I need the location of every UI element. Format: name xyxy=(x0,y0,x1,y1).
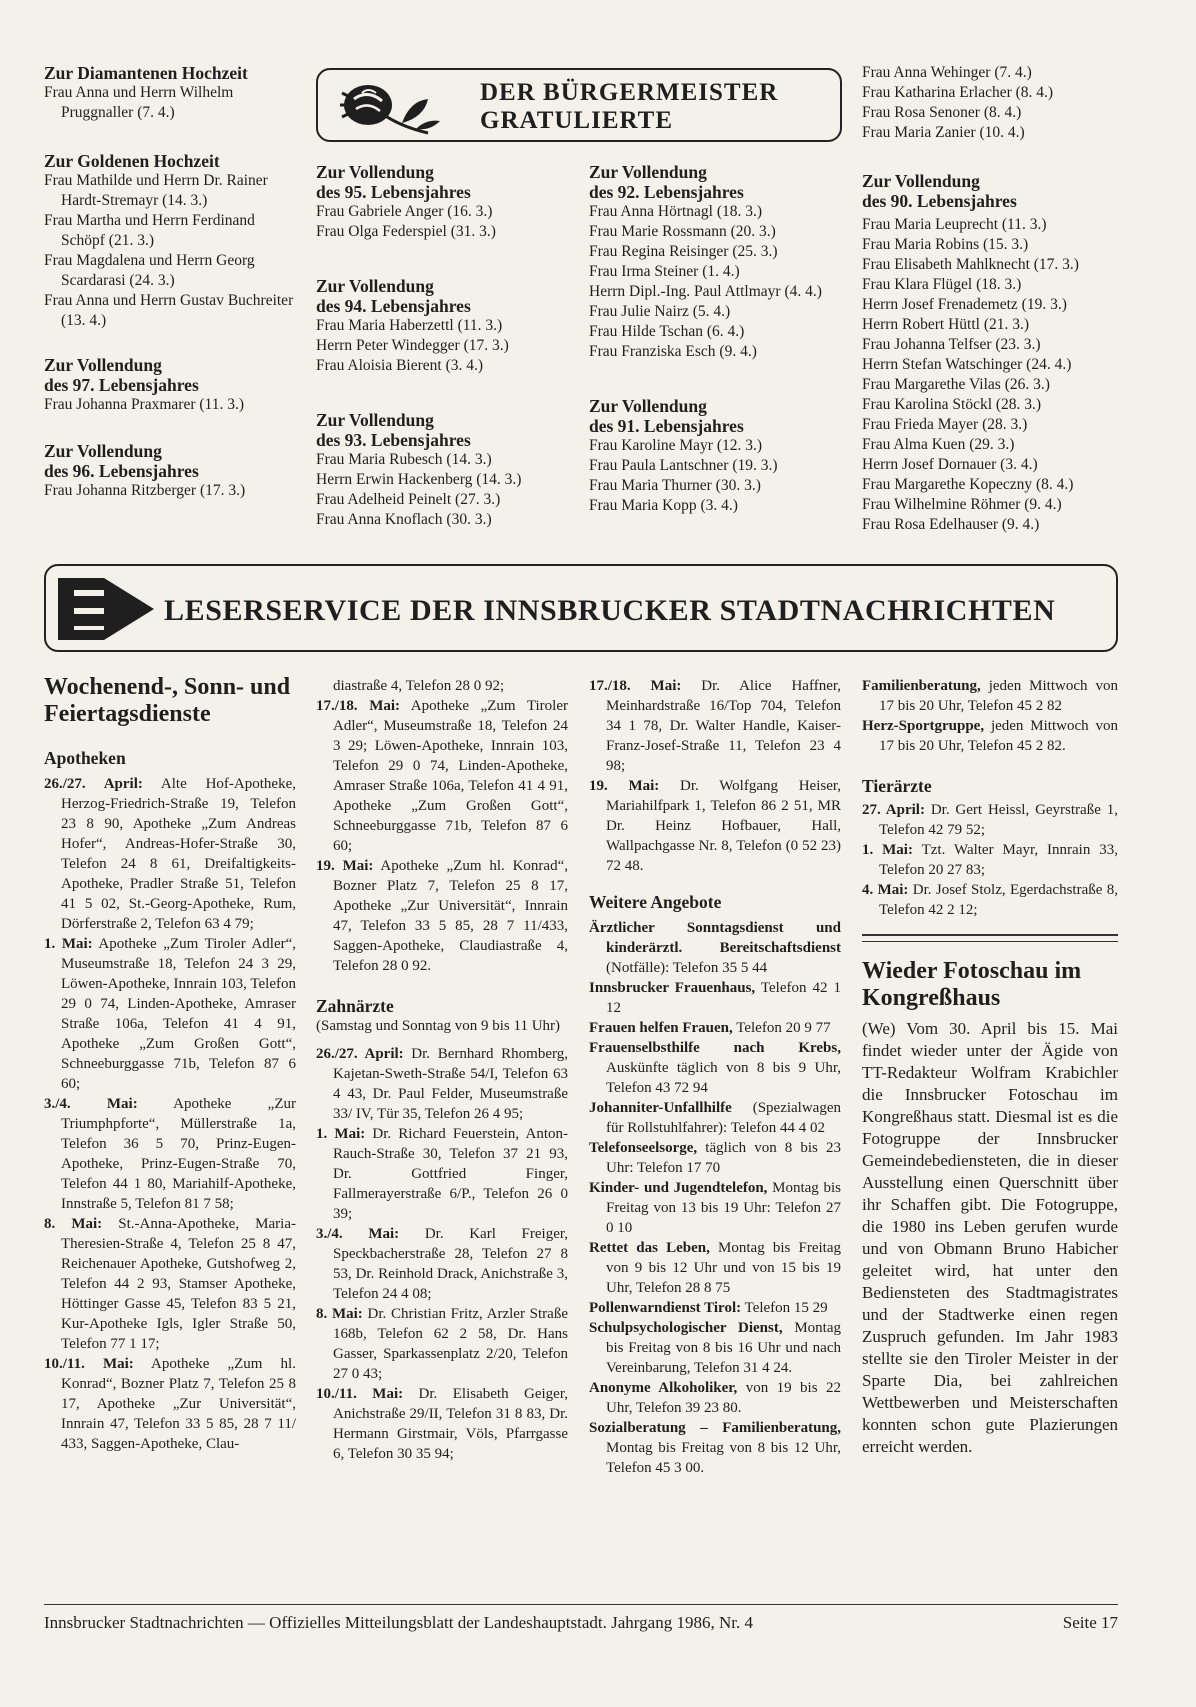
list-item: Herrn Stefan Watschinger (24. 4.) xyxy=(862,356,1072,373)
list-item: Telefonseelsorge, täglich von 8 bis 23 Uhr: Telefon 17 70 xyxy=(589,1140,841,1176)
banner-title-line-2: GRATULIERTE xyxy=(480,107,674,134)
list-item: Frau Gabriele Anger (16. 3.) xyxy=(316,203,493,220)
list-item: Frau Martha und Herrn Ferdinand Schöpf (21. 3.) xyxy=(44,212,255,249)
section-heading: Zur Vollendung xyxy=(589,162,707,182)
section-heading: des 97. Lebensjahres xyxy=(44,375,199,395)
section-heading: des 93. Lebensjahres xyxy=(316,430,471,450)
page-title: Wochenend-, Sonn- und Feiertagsdienste xyxy=(44,674,291,727)
list-item: 8. Mai: Dr. Christian Fritz, Arzler Straße 168b, Telefon 62 2 58, Dr. Hans Gasser, Sparkassenplatz 2/20, Telefon 27 0 43; xyxy=(316,1306,568,1382)
section-heading: Zur Vollendung xyxy=(862,171,980,191)
list-item: Frau Anna Hörtnagl (18. 3.) xyxy=(589,203,763,220)
section-heading: Zur Vollendung xyxy=(44,441,162,461)
list-item: Frau Olga Federspiel (31. 3.) xyxy=(316,223,496,240)
list-item: 17./18. Mai: Dr. Alice Haffner, Meinhardstraße 16/Top 704, Telefon 34 1 78, Dr. Walter Handle, Kaiser-Franz-Josef-Straße 11, Telefon 23 4 98; xyxy=(589,678,841,774)
list-item: Frau Karolina Stöckl (28. 3.) xyxy=(862,396,1042,413)
list-item: Innsbrucker Frauenhaus, Telefon 42 1 12 xyxy=(589,980,841,1016)
list-item: 1. Mai: Tzt. Walter Mayr, Innrain 33, Telefon 20 27 83; xyxy=(862,842,1118,878)
list-item: 26./27. April: Alte Hof-Apotheke, Herzog-Friedrich-Straße 19, Telefon 23 8 90, Apotheke „Zum Andreas Hofer“, Andreas-Hofer-Straße 30, Telefon 24 8 61, Dreifaltigkeits-Apotheke, Pradler Straße 51, Telefon 41 5 02, St.-Georg-Apotheke, Rum, Dörferstraße 2, Telefon 63 4 79; xyxy=(44,776,296,932)
list-item: Frau Karoline Mayr (12. 3.) xyxy=(589,437,763,454)
list-item: Frau Rosa Edelhauser (9. 4.) xyxy=(862,516,1040,533)
list-item: Frau Maria Thurner (30. 3.) xyxy=(589,477,761,494)
section-heading: Zur Vollendung xyxy=(589,396,707,416)
list-item: Schulpsychologischer Dienst, Montag bis Freitag von 8 bis 16 Uhr und nach Vereinbarung, Telefon 31 4 24. xyxy=(589,1320,841,1376)
list-item: Kinder- und Jugendtelefon, Montag bis Freitag von 13 bis 19 Uhr: Telefon 27 0 10 xyxy=(589,1180,841,1236)
list-item: Sozialberatung – Familienberatung, Montag bis Freitag von 8 bis 12 Uhr, Telefon 45 3 00. xyxy=(589,1420,841,1476)
list-item: Frau Wilhelmine Röhmer (9. 4.) xyxy=(862,496,1062,513)
list-item: Frau Maria Rubesch (14. 3.) xyxy=(316,451,492,468)
section-heading: Apotheken xyxy=(44,748,126,768)
section-heading: des 94. Lebensjahres xyxy=(316,296,471,316)
banner-title xyxy=(480,79,778,135)
service-column-4 xyxy=(862,676,1118,1458)
list-item: Familienberatung, jeden Mittwoch von 17 bis 20 Uhr, Telefon 45 2 82 xyxy=(862,678,1118,714)
section-heading: Zur Vollendung xyxy=(316,162,434,182)
list-item: Frau Maria Robins (15. 3.) xyxy=(862,236,1029,253)
list-item: Frau Elisabeth Mahlknecht (17. 3.) xyxy=(862,256,1079,273)
list-item: Frau Regina Reisinger (25. 3.) xyxy=(589,243,778,260)
service-column-2 xyxy=(316,676,568,1464)
page-number: Seite 17 xyxy=(1062,1613,1118,1632)
list-item: Frau Johanna Telfser (23. 3.) xyxy=(862,336,1041,353)
section-heading: des 96. Lebensjahres xyxy=(44,461,199,481)
section-heading: des 91. Lebensjahres xyxy=(589,416,744,436)
service-column-1 xyxy=(44,674,296,1454)
section-heading: Zur Vollendung xyxy=(316,276,434,296)
list-item: Frau Maria Leuprecht (11. 3.) xyxy=(862,216,1047,233)
list-item: Johanniter-Unfallhilfe (Spezialwagen für Rollstuhlfahrer): Telefon 44 4 02 xyxy=(589,1100,841,1136)
list-item: Frau Franziska Esch (9. 4.) xyxy=(589,343,757,360)
list-item: Frau Maria Kopp (3. 4.) xyxy=(589,497,738,514)
article-title: Wieder Fotoschau im Kongreßhaus xyxy=(862,958,1082,1011)
list-item: Frau Frieda Mayer (28. 3.) xyxy=(862,416,1028,433)
list-item: Frau Irma Steiner (1. 4.) xyxy=(589,263,740,280)
section-heading: Zur Diamantenen Hochzeit xyxy=(44,63,248,83)
banner-title-line-1: DER BÜRGERMEISTER xyxy=(480,79,779,106)
list-item: Herrn Dipl.-Ing. Paul Attlmayr (4. 4.) xyxy=(589,283,822,300)
list-item: Frau Maria Haberzettl (11. 3.) xyxy=(316,317,503,334)
list-item: Frau Margarethe Vilas (26. 3.) xyxy=(862,376,1050,393)
page-footer xyxy=(44,1604,1118,1632)
congrats-column-3 xyxy=(589,162,841,516)
list-item: Frau Johanna Praxmarer (11. 3.) xyxy=(44,396,245,413)
list-item: Frau Johanna Ritzberger (17. 3.) xyxy=(44,482,246,499)
list-item: Frau Adelheid Peinelt (27. 3.) xyxy=(316,491,501,508)
list-item: Frau Paula Lantschner (19. 3.) xyxy=(589,457,778,474)
section-heading: Zahnärzte xyxy=(316,996,394,1016)
congrats-column-1 xyxy=(44,63,296,501)
section-heading: des 92. Lebensjahres xyxy=(589,182,744,202)
list-item: Pollenwarndienst Tirol: Telefon 15 29 xyxy=(589,1300,828,1316)
list-item: 17./18. Mai: Apotheke „Zum Tiroler Adler“, Museumstraße 18, Telefon 24 3 29; Löwen-Apotheke, Innrain 103, Telefon 29 0 74, Linden-Apotheke, Amraser Straße 106a, Telefon 41 4 91, Apotheke „Zum Großen Gott“, Schneeburggasse 71b, Telefon 87 6 60; xyxy=(316,698,568,854)
list-item: Frau Aloisia Bierent (3. 4.) xyxy=(316,357,484,374)
list-item: 8. Mai: St.-Anna-Apotheke, Maria-Theresien-Straße 4, Telefon 25 8 47, Reichenauer Apotheke, Gutshofweg 2, Telefon 44 2 93, Stamser Apotheke, Höttinger Gasse 45, Telefon 83 5 21, Kur-Apotheke Igls, Igler Straße 50, Telefon 77 1 17; xyxy=(44,1216,296,1352)
list-item: Herrn Robert Hüttl (21. 3.) xyxy=(862,316,1030,333)
section-heading: Weitere Angebote xyxy=(589,892,722,912)
article-body: (We) Vom 30. April bis 15. Mai findet wieder unter der Ägide von TT-Redakteur Wolfram Krabichler die Innsbrucker Fotoschau im Kongreßhaus statt. Diesmal ist es die Fotogruppe der Innsbrucker Gemeindebediensteten, die in dieser Ausstellung einen Querschnitt über ihr Schaffen gibt. Die Fotogruppe, die 1980 ins Leben gerufen wurde und von Obmann Bruno Habicher geleitet wird, hat unter den Bediensteten des Stadtmagistrates und der Stadtwerke einen regen Zuspruch gefunden. Im Jahr 1983 stellte sie den Tiroler Meister in der Sparte Dia, bei zahlreichen Wettbewerben und Meisterschaften konnten schon gute Plazierungen erreicht werden. xyxy=(862,1019,1118,1456)
list-item: Frau Maria Zanier (10. 4.) xyxy=(862,124,1025,141)
list-item: 3./4. Mai: Apotheke „Zur Triumphpforte“, Müllerstraße 1a, Telefon 36 5 70, Prinz-Eugen-Apotheke, Prinz-Eugen-Straße 70, Telefon 44 1 80, Mariahilf-Apotheke, Innstraße 5, Telefon 81 7 58; xyxy=(44,1096,296,1212)
section-heading: Zur Vollendung xyxy=(316,410,434,430)
list-item: Frau Anna Wehinger (7. 4.) xyxy=(862,64,1032,81)
list-item-continued: diastraße 4, Telefon 28 0 92; xyxy=(333,678,505,694)
list-item: Frau Anna Knoflach (30. 3.) xyxy=(316,511,492,528)
list-item: Herrn Josef Dornauer (3. 4.) xyxy=(862,456,1038,473)
list-item: Anonyme Alkoholiker, von 19 bis 22 Uhr, Telefon 39 23 80. xyxy=(589,1380,841,1416)
list-item: Frau Marie Rossmann (20. 3.) xyxy=(589,223,776,240)
list-item: Rettet das Leben, Montag bis Freitag von 9 bis 12 Uhr und von 15 bis 19 Uhr, Telefon 28 8 75 xyxy=(589,1240,841,1296)
divider xyxy=(862,934,1118,942)
list-item: Herrn Peter Windegger (17. 3.) xyxy=(316,337,509,354)
mayor-congratulations-banner xyxy=(316,68,842,142)
list-item: Frau Rosa Senoner (8. 4.) xyxy=(862,104,1022,121)
list-item: Frau Katharina Erlacher (8. 4.) xyxy=(862,84,1054,101)
section-heading: Zur Vollendung xyxy=(44,355,162,375)
list-item: Frau Anna und Herrn Wilhelm Pruggnaller (7. 4.) xyxy=(44,84,234,121)
rose-icon xyxy=(332,75,452,137)
list-item: Frau Margarethe Kopeczny (8. 4.) xyxy=(862,476,1074,493)
service-column-3 xyxy=(589,676,841,1478)
list-item: Frau Klara Flügel (18. 3.) xyxy=(862,276,1022,293)
list-item: 4. Mai: Dr. Josef Stolz, Egerdachstraße 8, Telefon 42 2 12; xyxy=(862,882,1118,918)
list-item: 10./11. Mai: Apotheke „Zum hl. Konrad“, Bozner Platz 7, Telefon 25 8 17, Apotheke „Zur Universität“, Innrain 47, Telefon 33 5 85, 28 7 11/ 433, Saggen-Apotheke, Clau- xyxy=(44,1356,296,1452)
section-heading: des 95. Lebensjahres xyxy=(316,182,471,202)
list-item: Ärztlicher Sonntagsdienst und kinderärztl. Bereitschaftsdienst (Notfälle): Telefon 35 5 44 xyxy=(589,920,841,976)
section-heading: Tierärzte xyxy=(862,776,932,796)
footer-publication: Innsbrucker Stadtnachrichten — Offizielles Mitteilungsblatt der Landeshauptstadt. Jahrgang 1986, Nr. 4 xyxy=(44,1613,753,1632)
list-item: Frauen helfen Frauen, Telefon 20 9 77 xyxy=(589,1020,831,1036)
list-item: 19. Mai: Dr. Wolfgang Heiser, Mariahilfpark 1, Telefon 86 2 51, MR Dr. Heinz Hofbauer, Hall, Wallpachgasse Nr. 8, Telefon (0 52 23) 72 48. xyxy=(589,778,841,874)
list-item: 1. Mai: Apotheke „Zum Tiroler Adler“, Museumstraße 18, Telefon 24 3 29, Löwen-Apotheke, Innrain 103, Telefon 29 0 74, Linden-Apotheke, Amraser Straße 106a, Telefon 41 4 91, Apotheke „Zum Großen Gott“, Schneeburggasse 71b, Telefon 87 6 60; xyxy=(44,936,296,1092)
list-item: Frau Alma Kuen (29. 3.) xyxy=(862,436,1015,453)
congrats-column-2 xyxy=(316,162,568,530)
list-item: Herz-Sportgruppe, jeden Mittwoch von 17 bis 20 Uhr, Telefon 45 2 82. xyxy=(862,718,1118,754)
reader-service-banner xyxy=(44,564,1118,652)
list-item: Frau Hilde Tschan (6. 4.) xyxy=(589,323,745,340)
arrow-icon xyxy=(54,574,164,644)
list-item: 19. Mai: Apotheke „Zum hl. Konrad“, Bozner Platz 7, Telefon 25 8 17, Apotheke „Zur Universität“, Innrain 47, Telefon 33 5 85, 28 7 11/433, Saggen-Apotheke, Claudiastraße 4, Telefon 28 0 92. xyxy=(316,858,568,974)
list-item: Frau Magdalena und Herrn Georg Scardarasi (24. 3.) xyxy=(44,252,255,289)
list-item: 10./11. Mai: Dr. Elisabeth Geiger, Anichstraße 29/II, Telefon 31 8 83, Dr. Hermann Girstmair, Völs, Pfarrgasse 6, Telefon 30 35 94; xyxy=(316,1386,568,1462)
list-item: Frau Anna und Herrn Gustav Buchreiter (13. 4.) xyxy=(44,292,294,329)
list-item: Frauenselbsthilfe nach Krebs, Auskünfte täglich von 8 bis 9 Uhr, Telefon 43 72 94 xyxy=(589,1040,841,1096)
list-item: 1. Mai: Dr. Richard Feuerstein, Anton-Rauch-Straße 30, Telefon 37 21 93, Dr. Gottfried Finger, Fallmerayerstraße 6/P., Telefon 26 0 39; xyxy=(316,1126,568,1222)
list-item: 3./4. Mai: Dr. Karl Freiger, Speckbacherstraße 28, Telefon 27 8 53, Dr. Reinhold Drack, Anichstraße 3, Telefon 24 4 08; xyxy=(316,1226,568,1302)
section-heading: des 90. Lebensjahres xyxy=(862,191,1017,211)
list-item: 26./27. April: Dr. Bernhard Rhomberg, Kajetan-Sweth-Straße 54/I, Telefon 63 4 43, Dr. Paul Felder, Museumstraße 33/ IV, Tür 35, Telefon 26 4 95; xyxy=(316,1046,568,1122)
section-note: (Samstag und Sonntag von 9 bis 11 Uhr) xyxy=(316,1018,561,1034)
banner-title: LESERSERVICE DER INNSBRUCKER STADTNACHRICHTEN xyxy=(164,594,1056,627)
section-heading: Zur Goldenen Hochzeit xyxy=(44,151,220,171)
list-item: 27. April: Dr. Gert Heissl, Geyrstraße 1, Telefon 42 79 52; xyxy=(862,802,1118,838)
list-item: Herrn Josef Frenademetz (19. 3.) xyxy=(862,296,1067,313)
list-item: Frau Mathilde und Herrn Dr. Rainer Hardt-Stremayr (14. 3.) xyxy=(44,172,268,209)
list-item: Frau Julie Nairz (5. 4.) xyxy=(589,303,731,320)
congrats-column-4 xyxy=(862,63,1118,535)
list-item: Herrn Erwin Hackenberg (14. 3.) xyxy=(316,471,522,488)
